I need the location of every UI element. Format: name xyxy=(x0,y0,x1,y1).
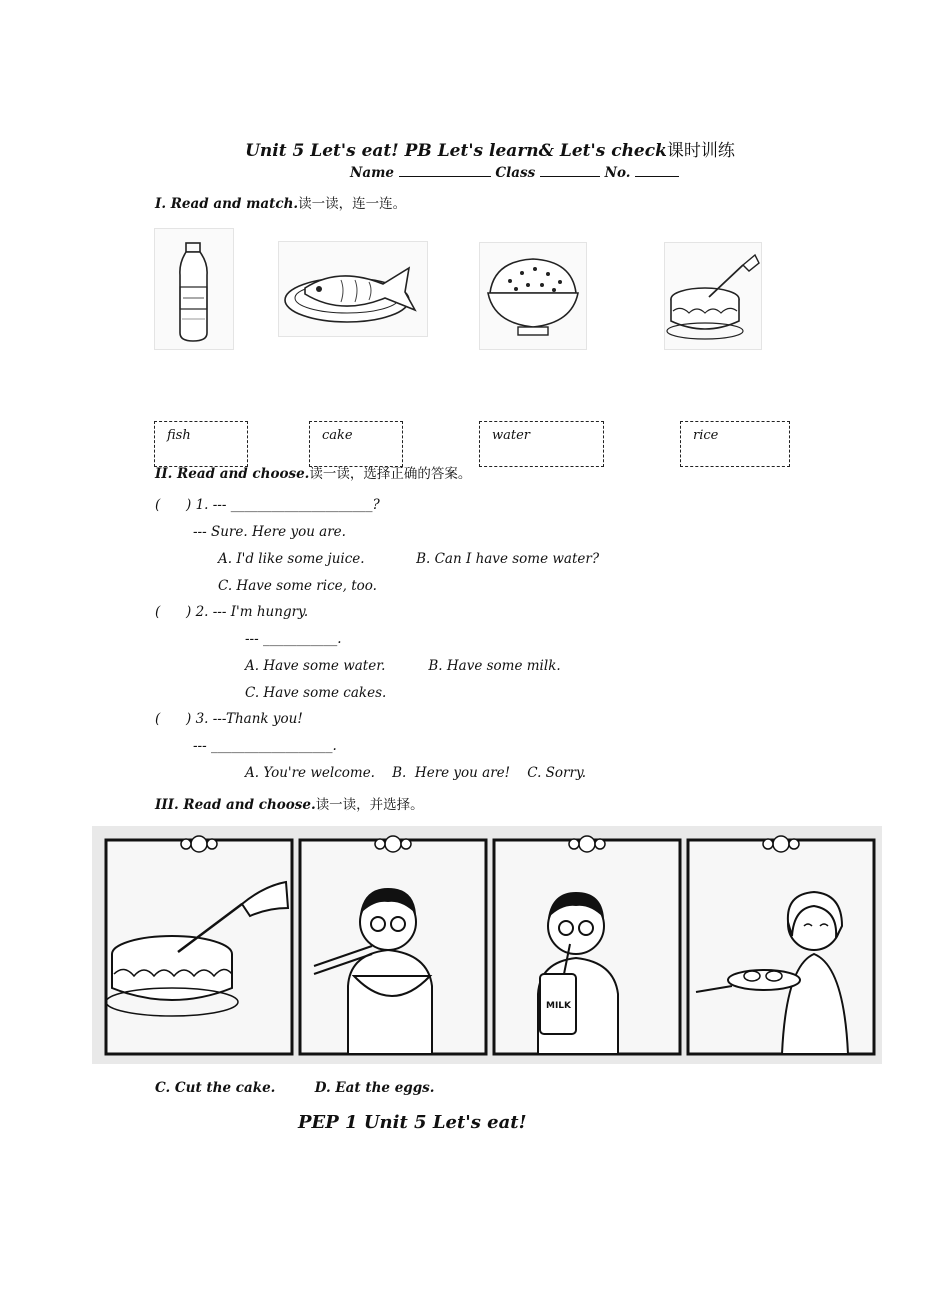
boy-eating-rice-panel xyxy=(300,836,486,1054)
milk-carton-label: MILK xyxy=(546,1001,572,1011)
question-2-option-c: C. Have some cakes. xyxy=(245,685,387,701)
question-2-options-ab: A. Have some water. B. Have some milk. xyxy=(245,658,561,674)
class-blank[interactable] xyxy=(540,164,600,177)
comic-strip xyxy=(92,826,882,1064)
rice-bowl-icon xyxy=(480,243,586,349)
no-label: No. xyxy=(604,165,631,181)
section1-heading xyxy=(155,192,406,212)
section2-heading-cn: 读一读，选择正确的答案。 xyxy=(309,466,472,482)
question-3 xyxy=(155,711,303,727)
rice-bowl-picture xyxy=(479,242,587,350)
student-info-line xyxy=(350,164,679,181)
question-1-option-c: C. Have some rice, too. xyxy=(218,578,377,594)
section1-heading-cn: 读一读，连一连。 xyxy=(298,196,407,212)
option-d-eat-eggs: D. Eat the eggs. xyxy=(314,1080,435,1096)
question-2 xyxy=(155,604,308,620)
fish-plate-picture xyxy=(278,241,428,337)
water-bottle-icon xyxy=(155,229,233,349)
comic-strip-illustration xyxy=(92,826,882,1064)
title-chinese: 课时训练 xyxy=(666,141,735,161)
boy-drinking-milk-panel xyxy=(494,836,680,1054)
answer-paren-1[interactable]: ( ) xyxy=(155,497,192,513)
word-box-fish[interactable]: fish xyxy=(154,421,248,467)
page-title xyxy=(0,136,950,161)
section1-heading-en: I. Read and match. xyxy=(155,196,299,212)
question-1-reply: --- Sure. Here you are. xyxy=(193,524,346,540)
cut-cake-panel xyxy=(106,836,292,1054)
answer-paren-2[interactable]: ( ) xyxy=(155,604,192,620)
question-2-reply: --- ___________. xyxy=(245,631,342,647)
word-box-cake[interactable]: cake xyxy=(309,421,403,467)
section3-options xyxy=(155,1080,434,1096)
name-label: Name xyxy=(350,165,394,181)
question-3-prompt: 3. ---Thank you! xyxy=(195,711,303,727)
word-box-rice[interactable]: rice xyxy=(680,421,790,467)
fish-icon xyxy=(279,242,427,336)
title-english: Unit 5 Let's eat! PB Let's learn& Let's check xyxy=(245,141,667,161)
section2-heading-en: II. Read and choose. xyxy=(155,466,310,482)
class-label: Class xyxy=(495,165,536,181)
question-2-prompt: 2. --- I'm hungry. xyxy=(195,604,309,620)
question-3-options: A. You're welcome. B. Here you are! C. Sorry. xyxy=(245,765,587,781)
question-1-options-ab: A. I'd like some juice. B. Can I have some water? xyxy=(218,551,600,567)
name-blank[interactable] xyxy=(399,164,491,177)
word-box-water[interactable]: water xyxy=(479,421,604,467)
answer-paren-3[interactable]: ( ) xyxy=(155,711,192,727)
no-blank[interactable] xyxy=(635,164,679,177)
question-1-prompt: 1. --- _____________________? xyxy=(195,497,380,513)
girl-eggs-panel xyxy=(688,836,874,1054)
section3-heading xyxy=(155,793,424,813)
cake-picture xyxy=(664,242,762,350)
section3-heading-en: III. Read and choose. xyxy=(155,797,316,813)
section3-heading-cn: 读一读，并选择。 xyxy=(315,797,424,813)
question-1 xyxy=(155,497,380,513)
question-3-reply: --- __________________. xyxy=(193,738,337,754)
water-bottle-picture xyxy=(154,228,234,350)
footer-title: PEP 1 Unit 5 Let's eat! xyxy=(298,1112,527,1133)
cake-icon xyxy=(665,243,761,349)
option-c-cut-cake: C. Cut the cake. xyxy=(155,1080,276,1096)
